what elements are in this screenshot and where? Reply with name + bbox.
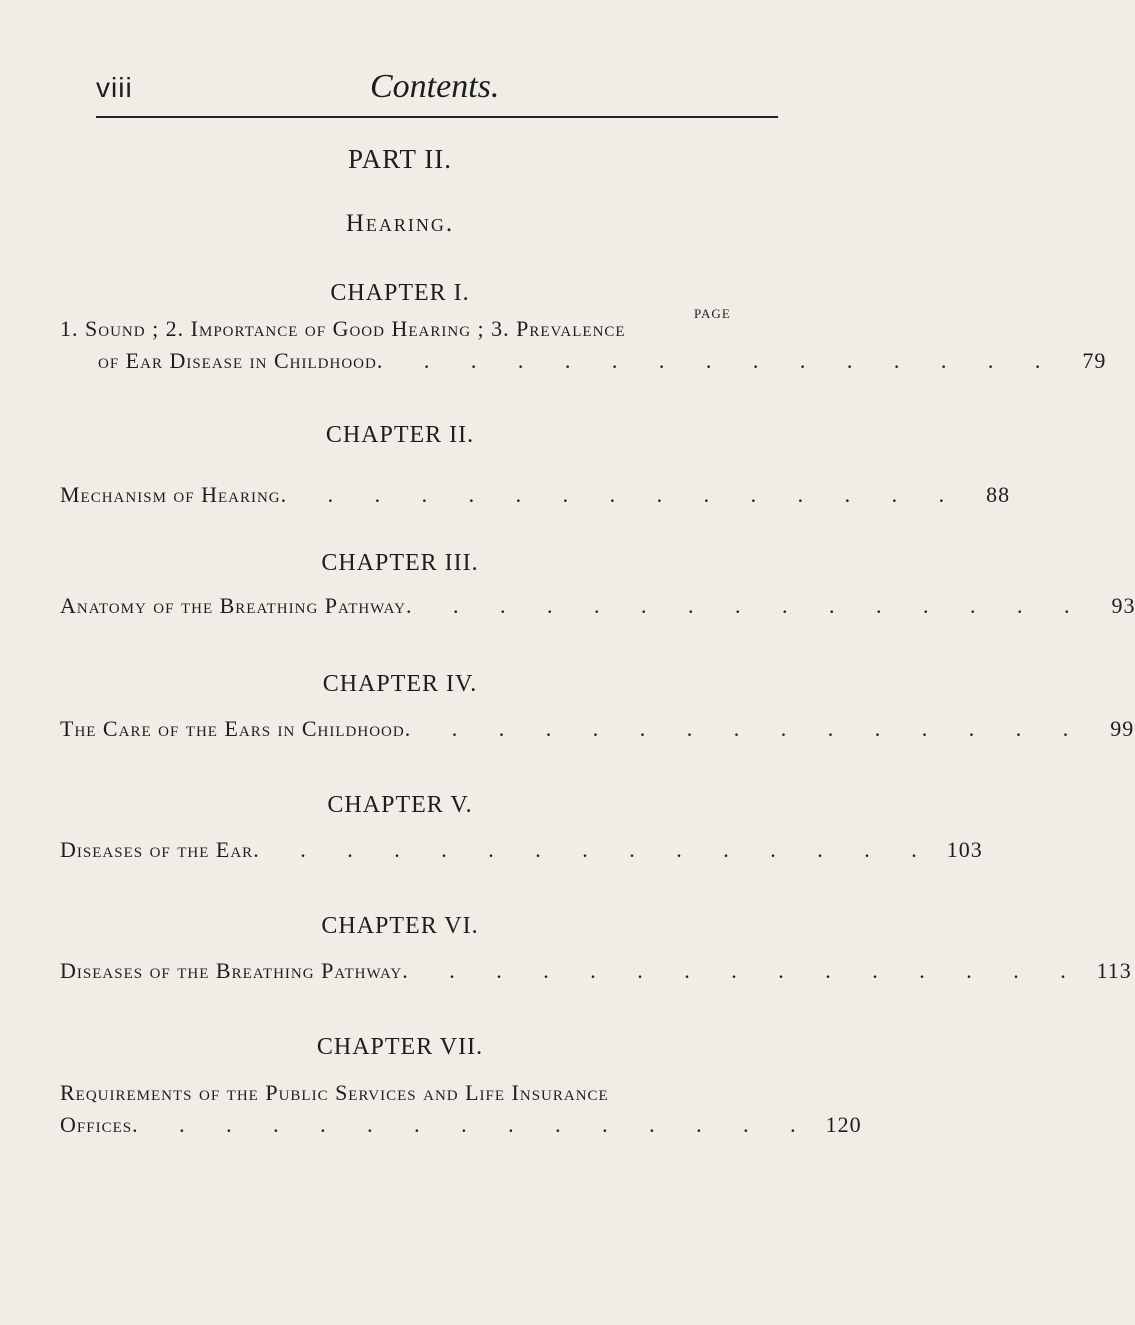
toc-entry[interactable]	[60, 837, 983, 869]
chapter-heading: CHAPTER I.	[330, 280, 470, 306]
dot-leader: . . . . . . . . . . . . . . .	[132, 1112, 814, 1137]
page-number: 120	[825, 1112, 862, 1137]
toc-entry[interactable]	[60, 1080, 862, 1144]
page-number: 88	[986, 482, 1011, 507]
page-folio: viii	[96, 72, 133, 103]
toc-entry[interactable]	[60, 716, 1135, 748]
dot-leader: . . . . . . . . . . . . . . .	[402, 958, 1084, 983]
dot-leader: . . . . . . . . . . . . . . .	[253, 837, 935, 862]
running-head-title: Contents.	[370, 68, 500, 105]
dot-leader: . . . . . . . . . . . . . . .	[405, 593, 1088, 618]
toc-entry[interactable]	[60, 958, 1132, 990]
part-subtitle: Hearing.	[345, 210, 455, 237]
page-number: 79	[1082, 348, 1107, 373]
entry-text: of Ear Disease in Childhood	[98, 348, 377, 373]
toc-entry[interactable]	[60, 593, 1135, 625]
entry-text: Anatomy of the Breathing Pathway	[60, 593, 406, 618]
header-rule	[96, 116, 778, 118]
chapter-heading: CHAPTER IV.	[322, 671, 478, 697]
dot-leader: . . . . . . . . . . . . . . .	[404, 716, 1087, 741]
chapter-heading: CHAPTER II.	[325, 422, 475, 448]
page-number: 113	[1096, 958, 1132, 983]
entry-text: Mechanism of Hearing	[60, 482, 281, 507]
entry-text: Offices	[60, 1112, 133, 1137]
entry-text: Diseases of the Breathing Pathway	[60, 958, 403, 983]
part-title: PART II.	[348, 144, 452, 174]
entry-text: The Care of the Ears in Childhood	[60, 716, 405, 741]
toc-entry[interactable]	[60, 316, 1107, 380]
entry-text: 1. Sound ; 2. Importance of Good Hearing ; 3. Prevalence	[60, 316, 626, 341]
dot-leader: . . . . . . . . . . . . . . .	[280, 482, 963, 507]
chapter-heading: CHAPTER VI.	[321, 913, 479, 939]
chapter-heading: CHAPTER III.	[321, 550, 479, 576]
page-number: 93	[1111, 593, 1135, 618]
chapter-heading: CHAPTER VII.	[316, 1034, 484, 1060]
dot-leader: . . . . . . . . . . . . . . .	[376, 348, 1059, 373]
entry-text: Requirements of the Public Services and Life Insurance	[60, 1080, 609, 1105]
page-number: 99	[1110, 716, 1135, 741]
page-column-label: PAGE	[694, 306, 731, 321]
toc-entry[interactable]	[60, 482, 1011, 514]
page-number: 103	[946, 837, 983, 862]
chapter-heading: CHAPTER V.	[327, 792, 473, 818]
entry-text: Diseases of the Ear	[60, 837, 254, 862]
